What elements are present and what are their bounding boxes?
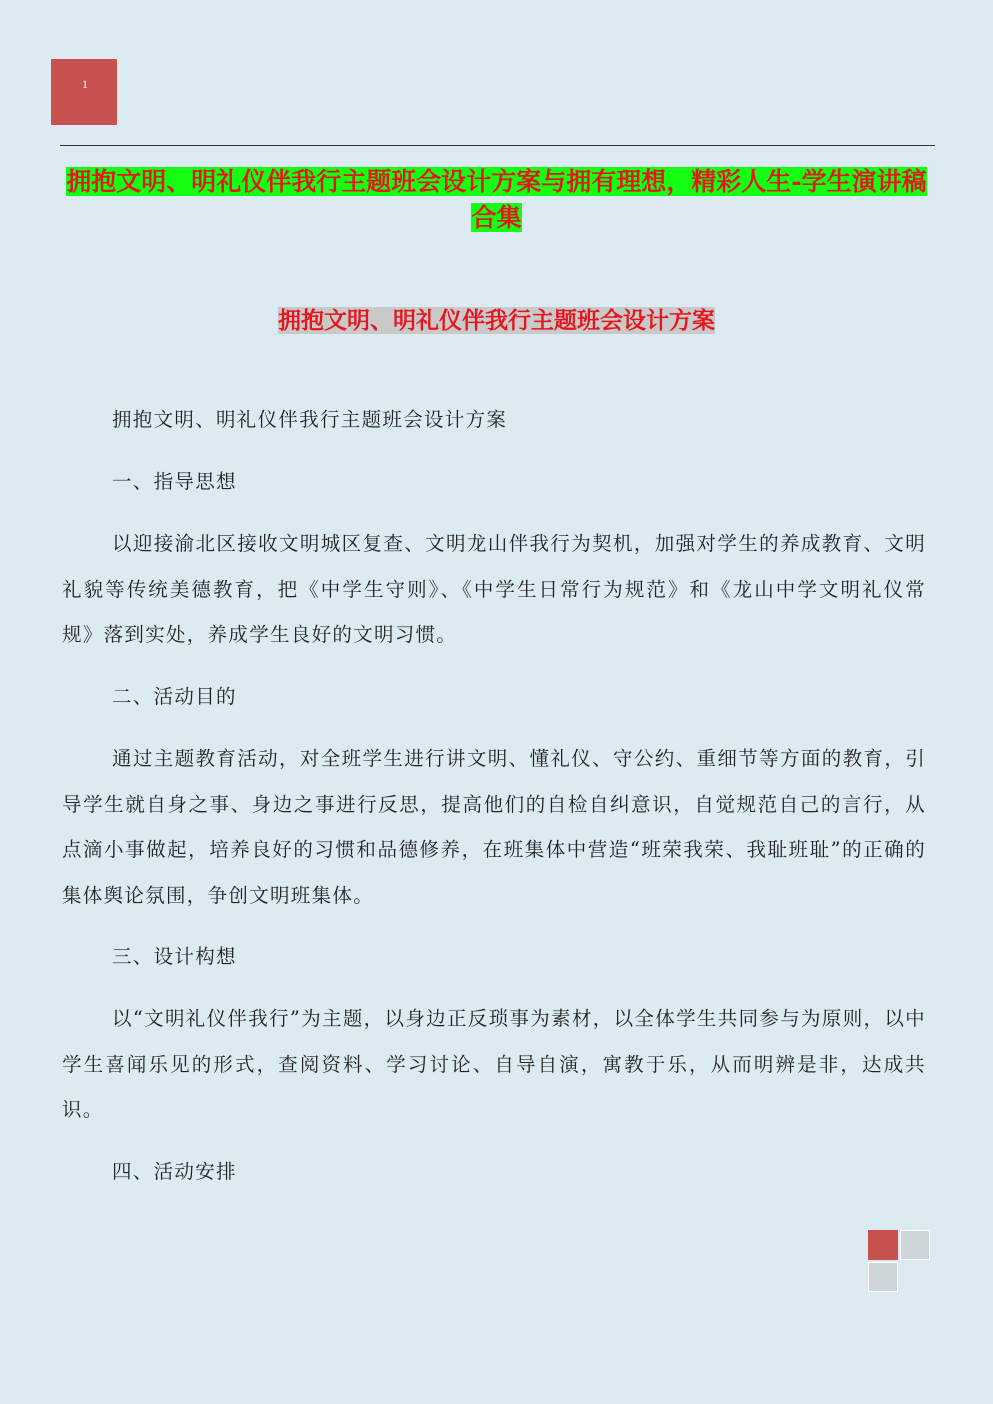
- section-title-text: 拥抱文明、明礼仪伴我行主题班会设计方案: [278, 307, 715, 334]
- paragraph-activity-purpose: 通过主题教育活动，对全班学生进行讲文明、懂礼仪、守公约、重细节等方面的教育，引导学生就自身之事、身边之事进行反思，提高他们的自检自纠意识，自觉规范自己的言行，从点滴小事做起，培养良好的习惯和品德修养，在班集体中营造“班荣我荣、我耻班耻”的正确的集体舆论氛围，争创文明班集体。: [62, 747, 926, 907]
- heading-activity-purpose: 二、活动目的: [112, 685, 237, 708]
- section-title: [60, 303, 933, 339]
- document-title-text: 拥抱文明、明礼仪伴我行主题班会设计方案与拥有理想，精彩人生-学生演讲稿合集: [66, 167, 927, 232]
- paragraph-intro: 拥抱文明、明礼仪伴我行主题班会设计方案: [112, 408, 508, 431]
- page-number: 1: [82, 77, 88, 91]
- corner-decoration-gray: [868, 1262, 898, 1292]
- page-number-badge: [51, 59, 117, 125]
- heading-design-concept: 三、设计构想: [112, 945, 237, 968]
- corner-decoration-red: [868, 1230, 898, 1260]
- document-title: [60, 164, 933, 236]
- corner-decoration-gray: [900, 1230, 930, 1260]
- heading-guiding-thought: 一、指导思想: [112, 470, 237, 493]
- heading-activity-arrangement: 四、活动安排: [112, 1160, 237, 1183]
- header-rule: [60, 145, 935, 146]
- paragraph-design-concept: 以“文明礼仪伴我行”为主题，以身边正反琐事为素材，以全体学生共同参与为原则，以中学生喜闻乐见的形式，查阅资料、学习讨论、自导自演，寓教于乐，从而明辨是非，达成共识。: [62, 1007, 926, 1121]
- paragraph-guiding-thought: 以迎接渝北区接收文明城区复查、文明龙山伴我行为契机，加强对学生的养成教育、文明礼貌等传统美德教育，把《中学生守则》、《中学生日常行为规范》和《龙山中学文明礼仪常规》落到实处，养成学生良好的文明习惯。: [62, 532, 926, 646]
